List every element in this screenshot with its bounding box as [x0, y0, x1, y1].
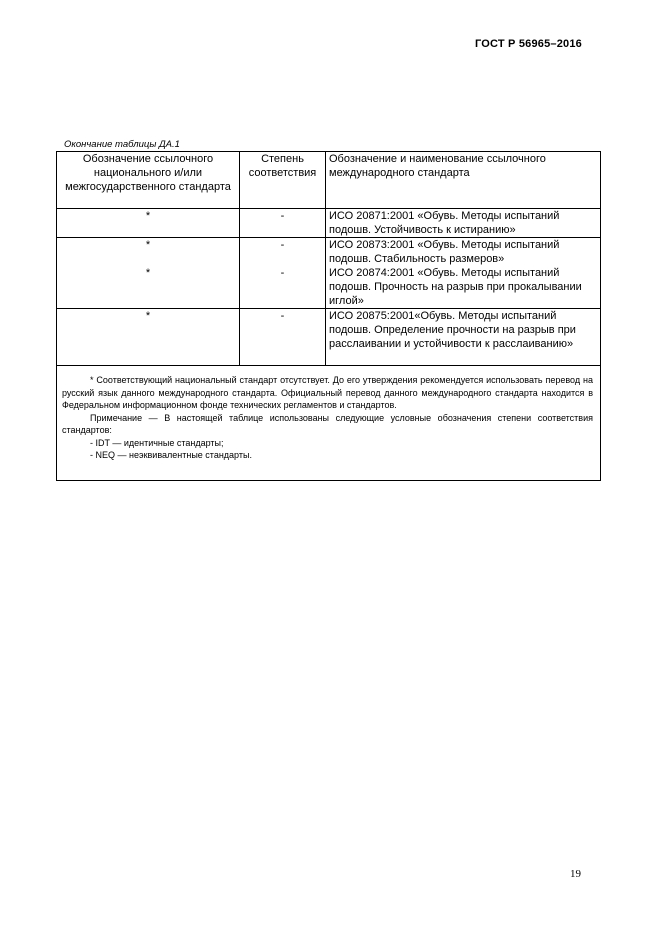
table-row — [57, 209, 601, 238]
header-international-standard: Обозначение и наименование ссылочного международного стандарта — [326, 152, 601, 209]
legend-item-neq: - NEQ — неэквивалентные стандарты. — [90, 450, 252, 460]
legend-item-idt: - IDT — идентичные стандарты; — [90, 437, 224, 448]
degree-cell: - — [240, 309, 326, 366]
international-standard-cell: ИСО 20871:2001 «Обувь. Методы испытаний подошв. Устойчивость к истиранию» — [326, 209, 601, 238]
header-national-standard: Обозначение ссылочного национального и/или межгосударственного стандарта — [57, 152, 240, 209]
national-standard-cell: * — [57, 309, 240, 366]
international-standard-value: ИСО 20873:2001 «Обувь. Методы испытаний подошв. Стабильность размеров» — [329, 239, 560, 265]
national-standard-value: * — [145, 267, 151, 279]
international-standard-cell: ИСО 20875:2001«Обувь. Методы испытаний подошв. Определение прочности на разрыв при расслаивании и устойчивости к расслаиванию» — [326, 309, 601, 366]
header-degree-of-conformity: Степень соответствия — [240, 152, 326, 209]
degree-value: - — [280, 239, 285, 251]
table-note-cell — [57, 366, 601, 481]
degree-cell: - — [240, 209, 326, 238]
international-standard-value: ИСО 20874:2001 «Обувь. Методы испытаний подошв. Прочность на разрыв при прокалывании иглой» — [329, 267, 582, 307]
remark-text: Примечание — В настоящей таблице использованы следующие условные обозначения степени соответствия стандартов: — [62, 412, 593, 435]
degree-cell — [240, 238, 326, 309]
table-note-row — [57, 366, 601, 481]
document-code: ГОСТ Р 56965–2016 — [474, 38, 582, 50]
national-standard-cell: * — [57, 209, 240, 238]
international-standard-cell — [326, 238, 601, 309]
table-caption: Окончание таблицы ДА.1 — [64, 139, 180, 150]
table-header-row — [57, 152, 601, 209]
footnote-text: * Соответствующий национальный стандарт отсутствует. До его утверждения рекомендуется использовать перевод на русский язык данного международного стандарта. Официальный перевод данного международного стандарта находится в Федеральном информационном фонде технических регламентов и стандартов. — [62, 375, 593, 410]
table-row — [57, 309, 601, 366]
table-row-merged — [57, 238, 601, 309]
degree-value: - — [280, 267, 285, 279]
national-standard-cell — [57, 238, 240, 309]
reference-standards-table — [56, 151, 601, 481]
page-number: 19 — [570, 868, 581, 880]
national-standard-value: * — [145, 239, 151, 251]
